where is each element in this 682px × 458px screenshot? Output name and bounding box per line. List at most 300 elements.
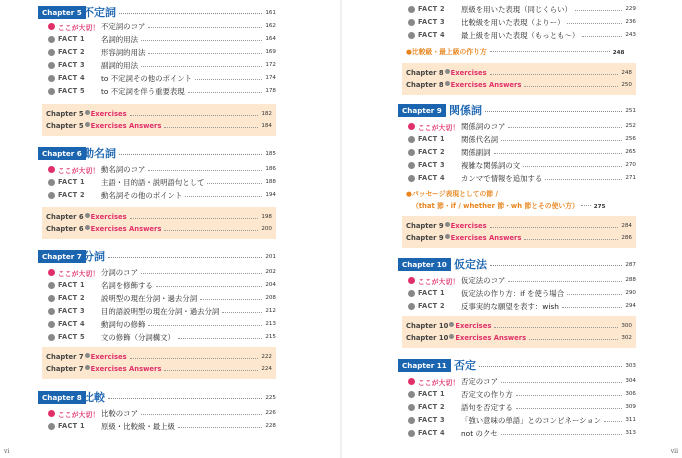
exercises-entry[interactable] [46,224,272,235]
leader-dots [148,170,262,171]
dot-icon [445,81,450,86]
chapter-badge: Chapter 5 [38,6,86,19]
entry-title: 名詞を修飾する [101,281,153,290]
leader-dots [490,51,610,52]
exercises-page-number: 222 [261,354,272,360]
exercises-page-number: 300 [621,323,632,329]
leader-dots [516,395,623,396]
fact-bullet-icon [408,32,415,39]
entry-tag: FACT 3 [58,61,85,69]
exercises-chapter: Chapter 10 [406,322,449,330]
entry-tag: FACT 4 [58,74,85,82]
entry-page-number: 271 [625,175,636,181]
leader-dots [490,265,622,266]
supplement-note-sub[interactable] [412,200,605,210]
exercises-label [406,322,491,330]
toc-entry[interactable] [406,17,636,28]
entry-title: カンマで情報を追加する [461,174,543,183]
leader-dots [501,140,622,141]
leader-dots [494,153,623,154]
supplement-note-text: ●パッセージ表現としての節 / [406,190,498,198]
fact-bullet-icon [408,290,415,297]
entry-page-number: 204 [265,282,276,288]
dot-icon [85,353,90,358]
fact-bullet-icon [408,19,415,26]
entry-title: 反事実的な願望を表す：wish [461,302,559,311]
page-number-right: vii [670,448,678,455]
leader-dots [567,294,622,295]
entry-title: 語句を否定する [461,403,513,412]
entry-page-number: 228 [265,423,276,429]
exercises-name: Exercises [450,69,487,77]
fact-bullet-icon [48,62,55,69]
leader-dots [575,10,622,11]
entry-title: 不定詞のコア [101,22,146,31]
exercises-page-number: 250 [621,82,632,88]
toc-entry[interactable] [46,280,276,291]
chapter-header[interactable] [38,4,276,22]
entry-title: 文の修飾（分詞構文） [101,333,175,342]
fact-bullet-icon [48,75,55,82]
entry-page-number: 304 [625,378,636,384]
entry-page-number: 270 [625,162,636,168]
leader-dots [178,427,262,428]
exercises-entry[interactable] [406,80,632,91]
leader-dots [545,179,622,180]
toc-entry[interactable] [406,402,636,413]
leader-dots [508,127,622,128]
entry-page-number: 174 [265,75,276,81]
exercises-label [46,122,161,130]
dot-icon [85,110,90,115]
exercises-name: Exercises Answers [455,334,527,342]
entry-title: 分詞のコア [101,268,138,277]
exercises-entry[interactable] [406,221,632,232]
entry-tag: FACT 2 [58,294,85,302]
toc-entry[interactable] [406,4,636,15]
exercises-chapter: Chapter 6 [46,213,84,221]
entry-tag: FACT 2 [418,5,445,13]
leader-dots [516,408,623,409]
entry-title: 比較級を用いた表現（よりー） [461,18,565,27]
entry-title: 関係代名詞 [461,135,498,144]
leader-dots [222,312,262,313]
dot-icon [85,225,90,230]
entry-title: 比較のコア [101,409,138,418]
chapter-title: 分詞 [83,250,105,263]
fact-bullet-icon [48,295,55,302]
chapter-title: 動名詞 [83,147,116,160]
entry-tag: FACT 2 [418,302,445,310]
exercises-label [406,69,487,77]
toc-entry[interactable] [46,421,276,432]
toc-entry[interactable] [406,121,636,132]
entry-title: 原級を用いた表現（同じくらい） [461,5,572,14]
toc-entry[interactable] [46,177,276,188]
entry-tag: FACT 3 [58,307,85,315]
toc-entry[interactable] [406,428,636,439]
exercises-entry[interactable] [406,68,632,79]
entry-tag: FACT 4 [418,174,445,182]
fact-bullet-icon [48,334,55,341]
exercises-chapter: Chapter 6 [46,225,84,233]
toc-entry[interactable] [46,21,276,32]
leader-dots [130,218,259,219]
toc-entry[interactable] [46,332,276,343]
exercises-entry[interactable] [46,352,272,363]
leader-dots [562,307,622,308]
chapter-page-number: 201 [265,254,276,260]
entry-page-number: 256 [625,136,636,142]
toc-entry[interactable] [46,267,276,278]
chapter-page-number: 161 [265,10,276,16]
entry-title: 複雑な関係詞の文 [461,161,521,170]
entry-title: 関係副詞 [461,148,491,157]
leader-dots [582,36,622,37]
exercises-label [46,110,127,118]
exercises-page-number: 284 [621,223,632,229]
exercises-label [46,225,161,233]
fact-bullet-icon [408,136,415,143]
entry-title: 仮定法のコア [461,276,506,285]
entry-title: to 不定詞を伴う重要表現 [101,87,185,96]
dot-icon [85,122,90,127]
leader-dots [119,154,262,155]
entry-tag: ここが大切！ [418,124,460,132]
exercises-name: Exercises [455,322,492,330]
entry-title: 主語・目的語・説明語句として [101,178,205,187]
fact-bullet-icon [408,149,415,156]
chapter-header[interactable] [38,389,276,407]
entry-tag: FACT 1 [58,178,85,186]
dot-icon [85,213,90,218]
toc-entry[interactable] [46,60,276,71]
entry-page-number: 202 [265,269,276,275]
exercises-page-number: 200 [261,226,272,232]
leader-dots [164,370,258,371]
chapter-badge: Chapter 9 [398,104,446,117]
key-point-icon [408,378,415,385]
entry-page-number: 309 [625,404,636,410]
exercises-chapter: Chapter 8 [406,81,444,89]
leader-dots [485,111,622,112]
entry-page-number: 288 [625,277,636,283]
entry-page-number: 178 [265,88,276,94]
entry-tag: FACT 3 [418,18,445,26]
chapter-page-number: 303 [625,363,636,369]
exercises-entry[interactable] [46,364,272,375]
entry-page-number: 294 [625,303,636,309]
exercises-name: Exercises Answers [450,81,522,89]
toc-entry[interactable] [406,415,636,426]
fact-bullet-icon [408,430,415,437]
chapter-title: 関係詞 [449,104,482,117]
supplement-note-subtext: （that 節・if / whether 節・wh 節とその使い方） [412,202,579,210]
leader-dots [508,281,622,282]
toc-entry[interactable] [46,34,276,45]
exercises-name: Exercises Answers [90,122,162,130]
entry-title: 仮定法の作り方：if を使う場合 [461,289,565,298]
chapter-page-number: 287 [625,262,636,268]
key-point-icon [48,410,55,417]
fact-bullet-icon [408,303,415,310]
exercises-name: Exercises Answers [450,234,522,242]
exercises-chapter: Chapter 5 [46,122,84,130]
key-point-icon [48,269,55,276]
dot-icon [85,365,90,370]
entry-tag: FACT 1 [58,35,85,43]
fact-bullet-icon [48,192,55,199]
exercises-label [406,81,521,89]
leader-dots [479,366,622,367]
entry-page-number: 306 [625,391,636,397]
entry-title: 動名詞その他のポイント [101,191,183,200]
toc-entry[interactable] [46,47,276,58]
exercises-entry[interactable] [46,109,272,120]
entry-page-number: 252 [625,123,636,129]
entry-page-number: 236 [625,19,636,25]
entry-page-number: 226 [265,410,276,416]
toc-entry[interactable] [406,173,636,184]
chapter-badge: Chapter 10 [398,258,451,271]
fact-bullet-icon [48,282,55,289]
toc-entry[interactable] [406,389,636,400]
leader-dots [130,358,259,359]
leader-dots [119,13,262,14]
entry-title: 動名詞のコア [101,165,146,174]
chapter-header[interactable] [398,256,636,274]
fact-bullet-icon [408,404,415,411]
entry-title: not のクセ [461,429,498,438]
fact-bullet-icon [48,423,55,430]
exercises-chapter: Chapter 5 [46,110,84,118]
toc-entry[interactable] [46,73,276,84]
leader-dots [148,27,262,28]
exercises-name: Exercises [450,222,487,230]
toc-entry[interactable] [46,408,276,419]
toc-entry[interactable] [46,86,276,97]
entry-tag: FACT 2 [58,48,85,56]
fact-bullet-icon [408,391,415,398]
dot-icon [449,322,454,327]
entry-title: 説明型の現在分詞・過去分詞 [101,294,198,303]
leader-dots [108,257,262,258]
entry-tag: ここが大切！ [418,379,460,387]
entry-tag: FACT 2 [418,148,445,156]
chapter-header[interactable] [38,145,276,163]
entry-page-number: 311 [625,417,636,423]
entry-title: to 不定詞その他のポイント [101,74,193,83]
entry-page-number: 164 [265,36,276,42]
entry-page-number: 290 [625,290,636,296]
exercises-name: Exercises Answers [90,365,162,373]
toc-entry[interactable] [46,190,276,201]
leader-dots [130,115,259,116]
entry-page-number: 213 [265,321,276,327]
dot-icon [445,69,450,74]
entry-page-number: 169 [265,49,276,55]
chapter-badge: Chapter 11 [398,359,451,372]
exercises-page-number: 198 [261,214,272,220]
dot-icon [449,334,454,339]
exercises-page-number: 224 [261,366,272,372]
entry-page-number: 313 [625,430,636,436]
leader-dots [164,127,258,128]
entry-tag: ここが大切！ [58,167,100,175]
chapter-header[interactable] [38,248,276,266]
toc-entry[interactable] [46,164,276,175]
leader-dots [581,205,591,206]
leader-dots [141,40,262,41]
toc-entry[interactable] [406,160,636,171]
toc-entry[interactable] [406,376,636,387]
entry-page-number: 172 [265,62,276,68]
entry-tag: FACT 1 [58,422,85,430]
entry-title: 否定のコア [461,377,498,386]
key-point-icon [48,23,55,30]
exercises-entry[interactable] [406,321,632,332]
chapter-badge: Chapter 8 [38,391,86,404]
entry-tag: FACT 5 [58,87,85,95]
page-number-left: vi [4,448,10,455]
supplement-note[interactable] [406,188,498,198]
entry-tag: FACT 4 [418,31,445,39]
entry-title: 副詞的用法 [101,61,138,70]
entry-title: 形容詞的用法 [101,48,146,57]
exercises-entry[interactable] [46,121,272,132]
toc-entry[interactable] [406,275,636,286]
chapter-title: 仮定法 [454,258,487,271]
fact-bullet-icon [48,179,55,186]
exercises-label [406,234,521,242]
exercises-chapter: Chapter 8 [406,69,444,77]
chapter-header[interactable] [398,357,636,375]
leader-dots [529,339,618,340]
entry-page-number: 208 [265,295,276,301]
entry-title: 名詞的用法 [101,35,138,44]
exercises-label [406,334,526,342]
chapter-title: 比較 [83,391,105,404]
fact-bullet-icon [48,88,55,95]
entry-page-number: 194 [265,192,276,198]
entry-page-number: 265 [625,149,636,155]
leader-dots [148,53,262,54]
toc-page-right [341,0,682,458]
leader-dots [501,382,622,383]
leader-dots [195,79,262,80]
entry-tag: ここが大切！ [58,24,100,32]
exercises-name: Exercises [90,110,127,118]
leader-dots [108,398,262,399]
exercises-label [46,353,127,361]
toc-entry[interactable] [406,30,636,41]
leader-dots [164,230,258,231]
entry-tag: FACT 4 [58,320,85,328]
leader-dots [490,74,619,75]
exercises-chapter: Chapter 10 [406,334,449,342]
exercises-entry[interactable] [406,333,632,344]
supplement-note-page: 248 [612,50,625,56]
entry-tag: ここが大切！ [58,270,100,278]
exercises-label [46,213,127,221]
exercises-chapter: Chapter 7 [46,353,84,361]
exercises-page-number: 184 [261,123,272,129]
chapter-title: 不定詞 [83,6,116,19]
toc-entry[interactable] [406,301,636,312]
entry-title: 「強い意味の単語」とのコンビネーション [461,416,602,425]
leader-dots [524,239,618,240]
entry-page-number: 229 [625,6,636,12]
leader-dots [501,434,623,435]
toc-entry[interactable] [46,293,276,304]
chapter-badge: Chapter 6 [38,147,86,160]
exercises-chapter: Chapter 7 [46,365,84,373]
toc-entry[interactable] [406,147,636,158]
entry-page-number: 243 [625,32,636,38]
key-point-icon [48,166,55,173]
entry-page-number: 186 [265,166,276,172]
exercises-name: Exercises [90,353,127,361]
leader-dots [604,421,622,422]
fact-bullet-icon [408,417,415,424]
entry-tag: ここが大切！ [418,278,460,286]
exercises-label [406,222,487,230]
leader-dots [185,196,262,197]
leader-dots [490,227,619,228]
supplement-note-text: ●比較級・最上級の作り方 [406,48,487,56]
leader-dots [178,338,262,339]
toc-entry[interactable] [46,319,276,330]
chapter-badge: Chapter 7 [38,250,86,263]
toc-entry[interactable] [46,306,276,317]
fact-bullet-icon [408,175,415,182]
toc-entry[interactable] [406,288,636,299]
exercises-name: Exercises Answers [90,225,162,233]
leader-dots [567,23,622,24]
chapter-page-number: 251 [625,108,636,114]
chapter-header[interactable] [398,102,636,120]
exercises-entry[interactable] [46,212,272,223]
entry-title: 関係詞のコア [461,122,506,131]
dot-icon [445,222,450,227]
entry-tag: FACT 1 [58,281,85,289]
exercises-page-number: 248 [621,70,632,76]
supplement-note-page: 275 [593,204,606,210]
exercises-page-number: 302 [621,335,632,341]
leader-dots [200,299,262,300]
toc-entry[interactable] [406,134,636,145]
dot-icon [445,234,450,239]
exercises-entry[interactable] [406,233,632,244]
fact-bullet-icon [48,308,55,315]
entry-tag: FACT 3 [418,161,445,169]
leader-dots [494,327,618,328]
fact-bullet-icon [48,36,55,43]
entry-tag: ここが大切！ [58,411,100,419]
leader-dots [523,166,622,167]
leader-dots [141,66,262,67]
entry-tag: FACT 3 [418,416,445,424]
exercises-label [46,365,161,373]
entry-title: 原級・比較級・最上級 [101,422,175,431]
entry-page-number: 162 [265,23,276,29]
exercises-chapter: Chapter 9 [406,222,444,230]
entry-title: 目的語説明型の現在分詞・過去分詞 [101,307,220,316]
entry-tag: FACT 2 [418,403,445,411]
supplement-note[interactable] [406,46,636,56]
entry-page-number: 188 [265,179,276,185]
entry-tag: FACT 2 [58,191,85,199]
